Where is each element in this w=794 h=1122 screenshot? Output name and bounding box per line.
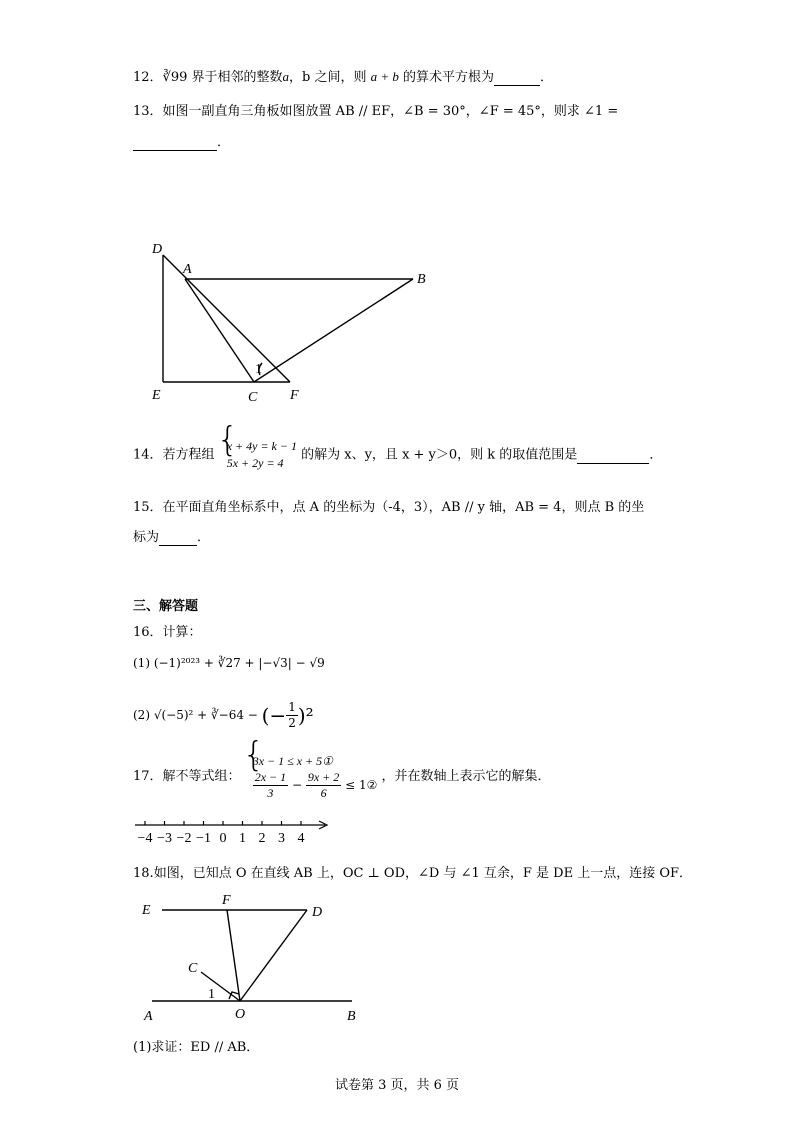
tick-label: 2 <box>258 831 266 846</box>
label-C: C <box>188 961 198 976</box>
answer-blank[interactable] <box>133 135 217 151</box>
label-C: C <box>248 390 258 405</box>
tick-label: 1 <box>239 831 246 846</box>
label-D: D <box>312 905 323 920</box>
label-D: D <box>152 242 163 257</box>
tick-label: −2 <box>176 831 192 846</box>
label-A: A <box>144 1009 153 1024</box>
tick-label: −1 <box>196 831 211 846</box>
question-14: 14．若方程组 { x + 4y = k − 1 5x + 2y = 4 的解为 x、y，且 x + y＞0，则 k 的取值范围是 ． <box>133 438 662 472</box>
label-angle-1: 1 <box>255 362 262 377</box>
question-18-part-1: (1)求证：ED // AB． <box>133 1040 260 1055</box>
question-16-part-2: (2) √(−5)² + ∛−64 − (− $\frac{1}{2}$ )² <box>133 700 314 730</box>
label-B: B <box>347 1009 356 1024</box>
answer-blank[interactable] <box>577 448 649 464</box>
label-E: E <box>152 388 161 403</box>
line-figure <box>140 888 370 1028</box>
label-angle-1: 1 <box>208 987 215 1002</box>
question-12: 12．∛99 界于相邻的整数a，b 之间，则 a + b 的算术平方根为 ． <box>133 69 554 85</box>
label-B: B <box>417 272 426 287</box>
question-15: 15．在平面直角坐标系中，点 A 的坐标为（-4，3），AB // y 轴，AB = 4，则点 B 的坐 <box>133 500 645 515</box>
tick-label: 0 <box>219 831 227 846</box>
right-angle-mark <box>229 992 239 999</box>
question-13-blank-line: ． <box>133 131 230 151</box>
label-F: F <box>290 388 299 403</box>
tick-label: 3 <box>278 831 285 846</box>
label-F: F <box>222 893 231 908</box>
segment-FO <box>227 910 240 1001</box>
segment-CB <box>254 279 413 382</box>
question-17: 17．解不等式组： { 3x − 1 ≤ x + 5① $\frac{2x - 1}{3}$ − $\frac{9x + 2}{6}$ ≤ 1② ，并在数轴上表示它的解集． <box>133 752 551 801</box>
answer-blank[interactable] <box>494 70 540 86</box>
tick-label: 4 <box>297 831 305 846</box>
question-13: 13．如图一副直角三角板如图放置 AB // EF，∠B = 30°，∠F = 45°，则求 ∠1 = <box>133 104 619 119</box>
inequality-system: { 3x − 1 ≤ x + 5① $\frac{2x - 1}{3}$ − $\frac{9x + 2}{6}$ ≤ 1② <box>245 752 378 801</box>
segment-AC <box>185 279 254 382</box>
question-16-part-1: (1) (−1)²⁰²³ + ∛27 + |−√3| − √9 <box>133 656 325 670</box>
label-O: O <box>235 1007 246 1022</box>
segment-OD <box>240 910 307 1001</box>
equation-system: { x + 4y = k − 1 5x + 2y = 4 <box>219 438 297 472</box>
triangle-figure <box>140 235 440 405</box>
label-A: A <box>183 262 192 277</box>
question-16: 16．计算： <box>133 625 202 640</box>
question-18: 18.如图，已知点 O 在直线 AB 上，OC ⊥ OD，∠D 与 ∠1 互余，F 是 DE 上一点，连接 OF． <box>133 866 693 881</box>
segment-OC <box>201 972 240 1001</box>
label-E: E <box>142 903 151 918</box>
number-line <box>133 818 333 846</box>
page-footer: 试卷第 3 页，共 6 页 <box>334 1078 460 1093</box>
tick-label: −4 <box>137 831 153 846</box>
question-15-line2: 标为 ． <box>133 530 211 545</box>
answer-blank[interactable] <box>159 530 197 546</box>
tick-label: −3 <box>157 831 172 846</box>
section-title: 三、解答题 <box>133 599 199 614</box>
